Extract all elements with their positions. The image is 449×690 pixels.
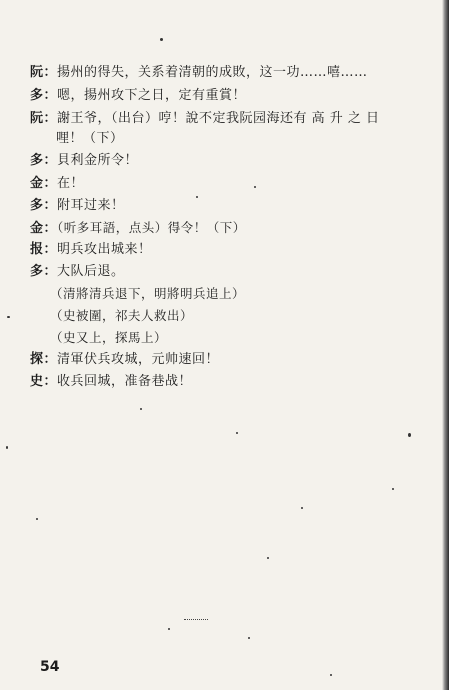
scan-speck [301,507,303,509]
script-line [30,263,125,281]
dialogue-text: 哩！（下） [56,131,124,146]
scan-speck [140,408,142,410]
speaker-label: 金： [30,176,58,191]
scan-speck [6,446,8,449]
dialogue-text: （史又上，探馬上） [50,330,168,345]
scan-speck [330,674,332,676]
dialogue-text: 貝利金所令！ [57,153,139,168]
script-line [56,130,124,148]
speaker-label: 金： [30,221,58,236]
stage-direction [50,285,245,303]
scan-speck [254,186,256,188]
dialogue-text: （史被圍，祁夫人救出） [50,308,194,323]
script-line [30,219,246,238]
script-line [30,175,84,193]
dialogue-text: 揚州的得失，关系着清朝的成敗，这一功……嘻…… [57,65,368,80]
speaker-label: 多： [30,198,58,213]
dialogue-text: 謝王爷，（出台）哼！說不定我阮园海还有 高 升 之 日 [57,111,380,126]
dialogue-text: （清將清兵退下，明將明兵追上） [50,286,246,301]
dialogue-text: 嗯，揚州攻下之日，定有重賞！ [57,88,247,103]
script-line [30,64,368,82]
scan-speck [408,433,411,437]
script-line [30,351,219,369]
page-edge-shadow [442,0,449,690]
page-number: 54 [40,659,60,675]
script-line [30,373,192,391]
scan-speck [236,432,238,434]
scan-speck [392,488,394,490]
speaker-label: 阮： [30,65,58,80]
speaker-label: 史： [30,374,58,389]
stage-direction [50,307,193,325]
dialogue-text: 清軍伏兵攻城，元帅速回！ [57,352,220,367]
script-line [30,197,125,215]
stage-direction [50,329,167,347]
scan-speck [36,518,38,520]
speaker-label: 探： [30,352,58,367]
scan-speck [248,637,250,639]
scan-mark [184,619,208,620]
scan-speck [267,557,269,559]
speaker-label: 报： [30,242,58,257]
speaker-label: 阮： [30,111,58,126]
script-line [30,152,138,170]
scan-speck [7,316,10,318]
dialogue-text: 收兵回城，准备巷战！ [57,374,193,389]
speaker-label: 多： [30,264,58,279]
scan-speck [160,38,163,41]
dialogue-text: 附耳过来！ [57,198,125,213]
speaker-label: 多： [30,153,58,168]
script-line [30,110,380,128]
script-line [30,87,246,105]
dialogue-text: 明兵攻出城来！ [57,242,152,257]
dialogue-text: 大队后退。 [57,264,125,279]
scan-speck [196,196,198,198]
scan-speck [168,628,170,630]
script-line [30,241,152,259]
dialogue-text: 在！ [57,176,85,191]
speaker-label: 多： [30,88,58,103]
dialogue-text: （听多耳語，点头）得令！（下） [57,220,246,235]
